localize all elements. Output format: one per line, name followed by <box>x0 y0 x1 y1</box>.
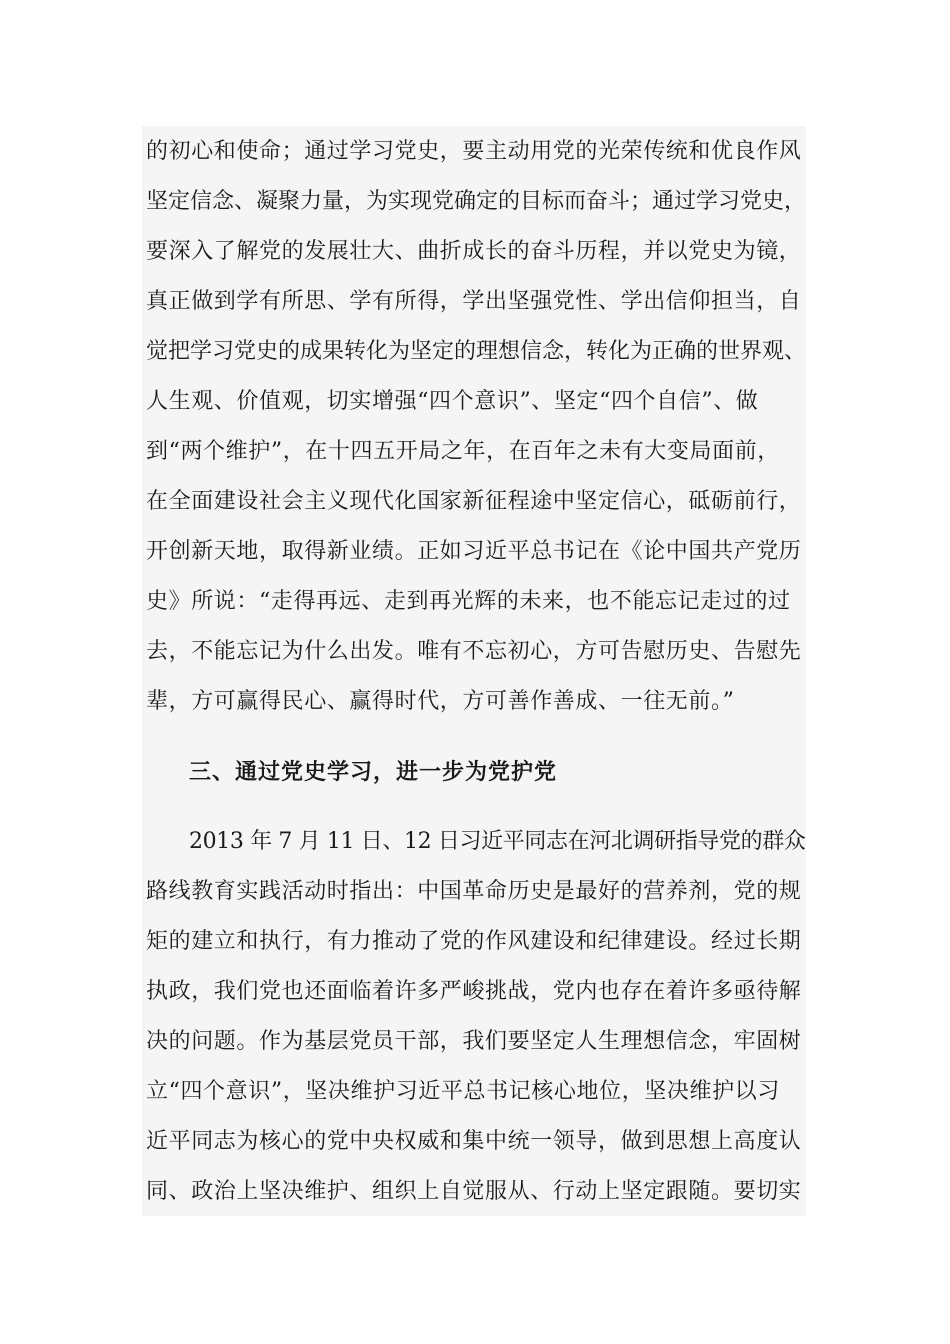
paragraph-line: 在全面建设社会主义现代化国家新征程途中坚定信心，砥砺前行， <box>146 489 802 514</box>
paragraph-line: 去，不能忘记为什么出发。唯有不忘初心，方可告慰历史、告慰先 <box>146 639 802 664</box>
paragraph-line: 辈，方可赢得民心、赢得时代，方可善作善成、一往无前。” <box>146 689 735 714</box>
paragraph-line: 同、政治上坚决维护、组织上自觉服从、行动上坚定跟随。要切实 <box>146 1179 802 1204</box>
paragraph-line: 的初心和使命；通过学习党史，要主动用党的光荣传统和优良作风 <box>146 139 802 164</box>
paragraph-line: 开创新天地，取得新业绩。正如习近平总书记在《论中国共产党历 <box>146 539 802 564</box>
paragraph-line: 2013 年 7 月 11 日、12 日习近平同志在河北调研指导党的群众 <box>189 829 806 854</box>
paragraph-line: 觉把学习党史的成果转化为坚定的理想信念，转化为正确的世界观、 <box>146 339 807 364</box>
paragraph-line: 到“两个维护”，在十四五开局之年，在百年之未有大变局面前， <box>146 439 780 464</box>
paragraph-line: 要深入了解党的发展壮大、曲折成长的奋斗历程，并以党史为镜， <box>146 239 802 264</box>
paragraph-line: 决的问题。作为基层党员干部，我们要坚定人生理想信念，牢固树 <box>146 1029 802 1054</box>
paragraph-line: 执政，我们党也还面临着许多严峻挑战，党内也存在着许多亟待解 <box>146 979 802 1004</box>
section-heading: 三、通过党史学习，进一步为党护党 <box>189 759 558 785</box>
paragraph-line: 矩的建立和执行，有力推动了党的作风建设和纪律建设。经过长期 <box>146 929 802 954</box>
paragraph-line: 路线教育实践活动时指出：中国革命历史是最好的营养剂，党的规 <box>146 879 802 904</box>
paragraph-line: 人生观、价值观，切实增强“四个意识”、坚定“四个自信”、做 <box>146 389 759 414</box>
paragraph-line: 真正做到学有所思、学有所得，学出坚强党性、学出信仰担当，自 <box>146 289 802 314</box>
paragraph-line: 立“四个意识”，坚决维护习近平总书记核心地位，坚决维护以习 <box>146 1079 780 1104</box>
paragraph-line: 坚定信念、凝聚力量，为实现党确定的目标而奋斗；通过学习党史， <box>146 189 807 214</box>
paragraph-line: 史》所说：“走得再远、走到再光辉的未来，也不能忘记走过的过 <box>146 589 791 614</box>
paragraph-line: 近平同志为核心的党中央权威和集中统一领导，做到思想上高度认 <box>146 1129 802 1154</box>
